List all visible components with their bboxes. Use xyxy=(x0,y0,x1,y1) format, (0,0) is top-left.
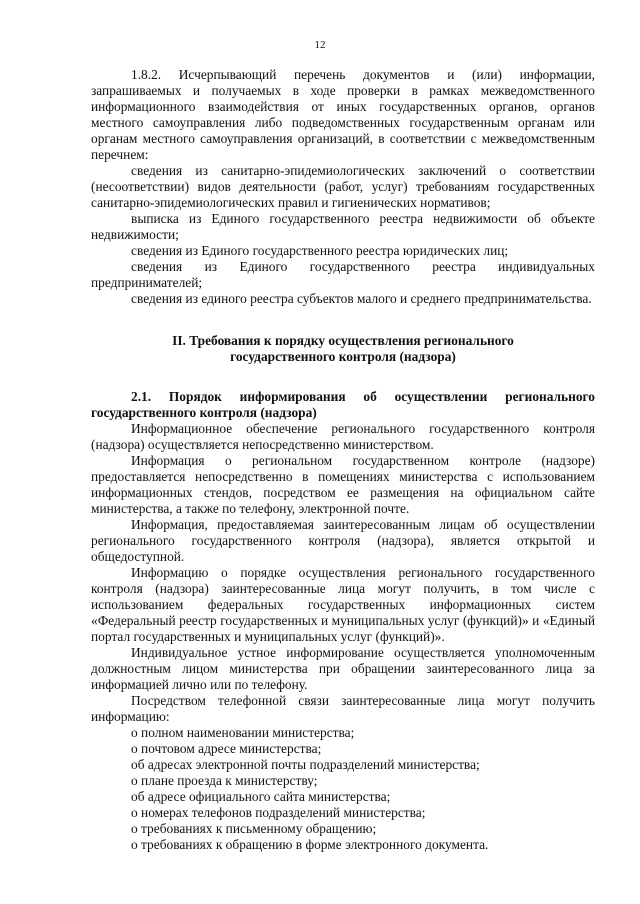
section-title xyxy=(91,333,595,365)
body-paragraph: Информационное обеспечение регионального государственного контроля (надзора) осуществляется непосредственно министерством. xyxy=(91,421,595,452)
body-paragraph: Посредством телефонной связи заинтересованные лица могут получить информацию: xyxy=(91,693,595,724)
body-paragraph: Информация, предоставляемая заинтересованным лицам об осуществлении регионального государственного контроля (надзора), является открытой и общедоступной. xyxy=(91,517,595,564)
list-item: об адресе официального сайта министерства; xyxy=(131,789,391,804)
list-item: о требованиях к письменному обращению; xyxy=(131,821,377,836)
list-item: о плане проезда к министерству; xyxy=(131,773,318,788)
body-paragraph: Индивидуальное устное информирование осуществляется уполномоченным должностным лицом министерства при обращении заинтересованного лица за информацией лично или по телефону. xyxy=(91,645,595,692)
list-item: об адресах электронной почты подразделений министерства; xyxy=(131,757,480,772)
section-title-line: государственного контроля (надзора) xyxy=(230,349,456,364)
intro-item: сведения из единого реестра субъектов малого и среднего предпринимательства. xyxy=(131,291,592,306)
intro-item: сведения из Единого государственного реестра юридических лиц; xyxy=(131,243,509,258)
subsection-title: 2.1. Порядок информирования об осуществлении регионального государственного контроля (надзора) xyxy=(91,389,595,420)
section-title-line: II. Требования к порядку осуществления регионального xyxy=(172,333,514,348)
list-item: о требованиях к обращению в форме электронного документа. xyxy=(131,837,489,852)
body-paragraph: Информацию о порядке осуществления регионального государственного контроля (надзора) заинтересованные лица могут получить, в том числе с использованием федеральных государственных информационных систем «Федеральный реестр государственных и муниципальных услуг (функций)» и «Единый портал государственных и муниципальных услуг (функций)». xyxy=(91,565,595,644)
body-paragraph: Информация о региональном государственном контроле (надзоре) предоставляется непосредственно в помещениях министерства с использованием информационных стендов, посредством ее размещения на официальном сайте министерства, а также по телефону, электронной почте. xyxy=(91,453,595,516)
page-content xyxy=(91,67,595,853)
list-item: о полном наименовании министерства; xyxy=(131,725,355,740)
intro-paragraph: 1.8.2. Исчерпывающий перечень документов и (или) информации, запрашиваемых и получаемых в ходе проверки в рамках межведомственного информационного взаимодействия от иных государственных органов, органов местного самоуправления либо подведомственных государственным органам или органам местного самоуправления организаций, в соответствии с межведомственным перечнем: xyxy=(91,67,595,162)
intro-item: выписка из Единого государственного реестра недвижимости об объекте недвижимости; xyxy=(91,211,595,242)
intro-item: сведения из санитарно-эпидемиологических заключений о соответствии (несоответствии) видов деятельности (работ, услуг) требованиям государственных санитарно-эпидемиологических правил и гигиенических нормативов; xyxy=(91,163,595,210)
page-number: 12 xyxy=(314,39,326,51)
list-item: о почтовом адресе министерства; xyxy=(131,741,322,756)
intro-item: сведения из Единого государственного реестра индивидуальных предпринимателей; xyxy=(91,259,595,290)
list-item: о номерах телефонов подразделений министерства; xyxy=(131,805,426,820)
